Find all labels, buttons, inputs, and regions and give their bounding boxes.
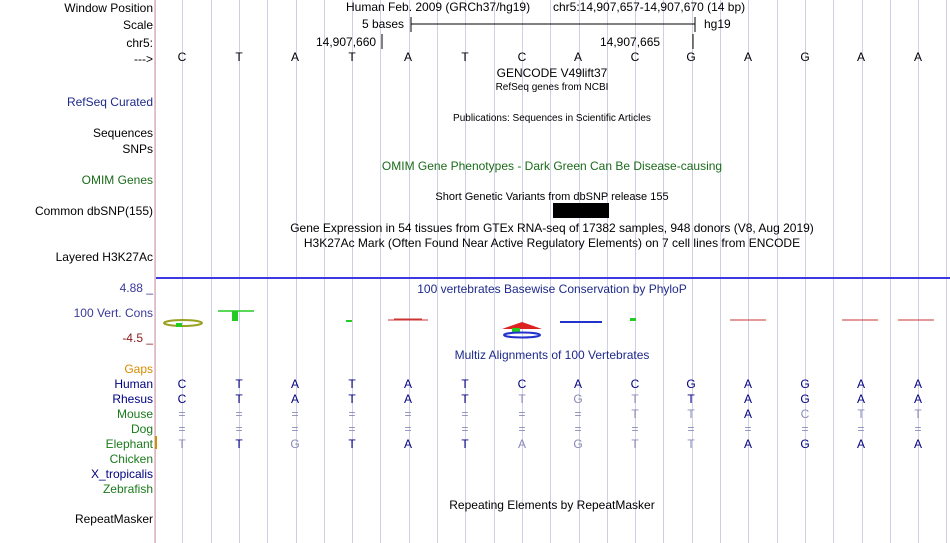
alignment-base: = [518, 407, 526, 421]
alignment-base: C [517, 377, 527, 391]
dbsnp-label[interactable]: Common dbSNP(155) [34, 204, 153, 218]
alignment-base: T [857, 407, 865, 421]
alignment-base: A [913, 377, 922, 391]
alignment-base: T [631, 392, 639, 406]
omim-label[interactable]: OMIM Genes [81, 173, 153, 187]
species-label[interactable]: Mouse [116, 407, 153, 421]
alignment-base: = [348, 422, 356, 436]
alignment-base: = [574, 407, 582, 421]
grid-line [663, 0, 664, 543]
window-position-value: chr5:14,907,657-14,907,670 (14 bp) [553, 0, 746, 14]
species-label[interactable]: X_tropicalis [90, 467, 153, 481]
omim-title[interactable]: OMIM Gene Phenotypes - Dark Green Can Be Disease-causing [381, 159, 723, 173]
alignment-base: A [517, 437, 526, 451]
grid-line [296, 0, 297, 543]
sequence-base: C [630, 50, 640, 64]
grid-line [182, 0, 183, 543]
alignment-base: T [348, 437, 356, 451]
snps-label[interactable]: SNPs [122, 142, 153, 156]
sequence-base: T [235, 50, 243, 64]
grid-line [239, 0, 240, 543]
alignment-base: A [856, 377, 865, 391]
refseq-title[interactable]: RefSeq genes from NCBI [495, 82, 609, 93]
track-separator [156, 277, 950, 279]
alignment-base: = [235, 422, 243, 436]
alignment-base: = [178, 407, 186, 421]
scale-bar [408, 15, 700, 35]
alignment-base: T [178, 437, 186, 451]
grid-line [692, 0, 693, 543]
grid-line [890, 0, 891, 543]
alignment-base: T [631, 407, 639, 421]
alignment-base: = [178, 422, 186, 436]
grid-line [409, 0, 410, 543]
alignment-base: = [687, 422, 695, 436]
grid-line [437, 0, 438, 543]
sequence-base: A [403, 50, 412, 64]
sequence-base: G [686, 50, 696, 64]
sequence-base: A [856, 50, 865, 64]
h3k27ac-label[interactable]: Layered H3K27Ac [55, 250, 153, 264]
species-label[interactable]: Human [114, 377, 153, 391]
alignment-base: T [348, 392, 356, 406]
alignment-base: T [348, 377, 356, 391]
alignment-base: C [177, 392, 187, 406]
cons-title[interactable]: 100 vertebrates Basewise Conservation by PhyloP [417, 282, 687, 296]
repeatmasker-title[interactable]: Repeating Elements by RepeatMasker [449, 498, 655, 512]
sequence-base: T [461, 50, 469, 64]
alignment-base: A [743, 377, 752, 391]
snp-variant-block[interactable] [553, 203, 609, 218]
sequence-base: G [800, 50, 810, 64]
alignment-base: A [290, 392, 299, 406]
alignment-base: T [687, 407, 695, 421]
alignment-base: C [800, 407, 810, 421]
alignment-base: = [291, 407, 299, 421]
species-label[interactable]: Dog [130, 422, 153, 436]
coord-tick-1: 14,907,660 [316, 35, 377, 49]
grid-line [833, 0, 834, 543]
alignment-base: T [461, 392, 469, 406]
alignment-base: = [801, 422, 809, 436]
gap-marker [155, 436, 157, 449]
cons-label[interactable]: 100 Vert. Cons [73, 306, 153, 320]
alignment-base: G [573, 437, 583, 451]
repeatmasker-label[interactable]: RepeatMasker [74, 512, 153, 526]
alignment-base: A [403, 392, 412, 406]
alignment-base: T [687, 392, 695, 406]
alignment-base: T [687, 437, 695, 451]
alignment-base: A [856, 437, 865, 451]
sequence-base: A [573, 50, 582, 64]
alignment-base: G [573, 392, 583, 406]
alignment-base: = [857, 422, 865, 436]
grid-line [946, 0, 947, 543]
alignment-base: A [743, 407, 752, 421]
assembly-name: Human Feb. 2009 (GRCh37/hg19) [346, 0, 531, 14]
phylop-plot[interactable] [156, 303, 950, 343]
alignment-base: A [290, 377, 299, 391]
species-label[interactable]: Zebrafish [102, 482, 153, 496]
alignment-base: A [743, 437, 752, 451]
alignment-base: = [914, 422, 922, 436]
coord-tick-1-mark [381, 34, 384, 50]
alignment-base: T [235, 437, 243, 451]
grid-line [748, 0, 749, 543]
grid-line [805, 0, 806, 543]
alignment-base: = [404, 422, 412, 436]
scale-text: 5 bases [362, 17, 405, 31]
alignment-base: T [461, 437, 469, 451]
chrom-label: chr5: [126, 36, 153, 50]
alignment-base: A [743, 392, 752, 406]
alignment-base: G [290, 437, 300, 451]
alignment-base: = [631, 422, 639, 436]
alignment-base: = [291, 422, 299, 436]
alignment-base: C [177, 377, 187, 391]
sequence-base: A [743, 50, 752, 64]
alignment-base: T [461, 377, 469, 391]
grid-line [918, 0, 919, 543]
alignment-base: G [686, 377, 696, 391]
grid-line [211, 0, 212, 543]
sequence-base: C [177, 50, 187, 64]
sequence-base: A [290, 50, 299, 64]
sequences-label[interactable]: Sequences [92, 126, 153, 140]
strand-label[interactable]: ---> [134, 52, 153, 66]
scale-db: hg19 [704, 17, 731, 31]
sequence-base: C [517, 50, 527, 64]
cons-max-label: 4.88 _ [119, 281, 153, 295]
alignment-base: A [403, 377, 412, 391]
sequence-base: A [913, 50, 922, 64]
alignment-base: C [630, 377, 640, 391]
species-label[interactable]: Rhesus [112, 392, 153, 406]
sidebar-divider [155, 0, 156, 543]
alignment-base: = [744, 422, 752, 436]
gencode-title[interactable]: GENCODE V49lift37 [496, 66, 608, 80]
cons-min-label: -4.5 _ [122, 331, 153, 345]
grid-line [720, 0, 721, 543]
multiz-title[interactable]: Multiz Alignments of 100 Vertebrates [454, 348, 650, 362]
dbsnp-title[interactable]: Short Genetic Variants from dbSNP release 155 [435, 191, 669, 203]
coord-tick-2: 14,907,665 [600, 35, 661, 49]
coord-tick-2-mark [692, 34, 695, 50]
sequence-base: T [348, 50, 356, 64]
alignment-base: A [913, 392, 922, 406]
grid-line [324, 0, 325, 543]
gtex-title[interactable]: Gene Expression in 54 tissues from GTEx RNA-seq of 17382 samples, 948 donors (V8, Aug 2019) [290, 221, 814, 235]
gaps-label[interactable]: Gaps [124, 362, 153, 376]
alignment-base: = [235, 407, 243, 421]
alignment-base: = [574, 422, 582, 436]
alignment-base: G [800, 377, 810, 391]
alignment-base: = [348, 407, 356, 421]
grid-line [380, 0, 381, 543]
alignment-base: A [573, 377, 582, 391]
alignment-base: T [518, 392, 526, 406]
refseq-label[interactable]: RefSeq Curated [66, 95, 153, 109]
alignment-base: = [461, 407, 469, 421]
alignment-base: = [518, 422, 526, 436]
grid-line [267, 0, 268, 543]
alignment-base: T [631, 437, 639, 451]
grid-line [777, 0, 778, 543]
alignment-base: T [235, 392, 243, 406]
alignment-base: A [856, 392, 865, 406]
alignment-base: T [235, 377, 243, 391]
window-position-label: Window Position [64, 1, 153, 15]
alignment-base: T [914, 407, 922, 421]
species-label[interactable]: Chicken [109, 452, 153, 466]
grid-line [352, 0, 353, 543]
alignment-base: G [800, 437, 810, 451]
grid-line [862, 0, 863, 543]
alignment-base: G [800, 392, 810, 406]
species-label[interactable]: Elephant [105, 437, 153, 451]
alignment-base: = [461, 422, 469, 436]
sequences-title[interactable]: Publications: Sequences in Scientific Articles [453, 113, 651, 124]
alignment-base: = [404, 407, 412, 421]
alignment-base: A [403, 437, 412, 451]
h3k27ac-title[interactable]: H3K27Ac Mark (Often Found Near Active Regulatory Elements) on 7 cell lines from ENCODE [303, 236, 801, 250]
scale-label: Scale [122, 18, 153, 32]
alignment-base: A [913, 437, 922, 451]
